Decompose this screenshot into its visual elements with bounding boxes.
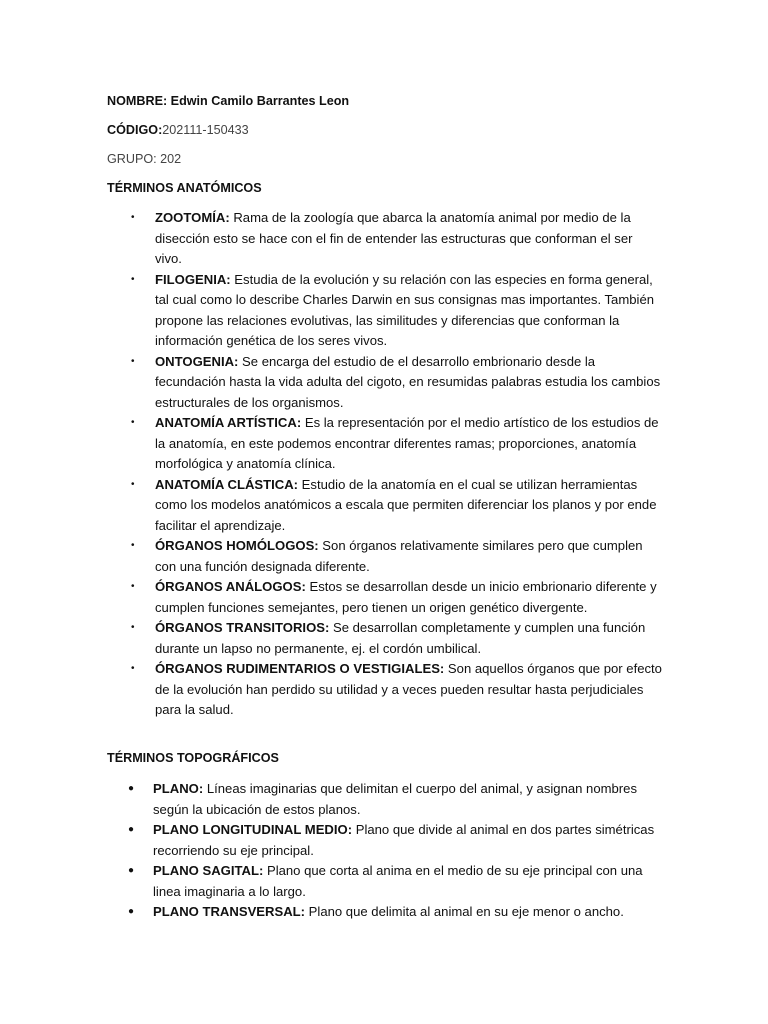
list-item [0, 536, 663, 577]
group-text: GRUPO: 202 [107, 152, 182, 166]
bullet-icon: • [131, 622, 135, 633]
bullet-icon: • [131, 478, 135, 490]
term-definition: Líneas imaginarias que delimitan el cuerpo del animal, y asignan nombres según la ubicación de estos planos. [153, 781, 637, 817]
bullet-icon: ● [128, 906, 135, 917]
term-label: ZOOTOMÍA: [155, 210, 230, 225]
bullet-icon: • [131, 273, 135, 285]
list-item [0, 208, 663, 270]
term-definition: Plano que corta al anima en el medio de su eje principal con una linea imaginaria a lo largo. [153, 863, 643, 899]
term-label: ÓRGANOS ANÁLOGOS: [155, 579, 306, 594]
term-label: ÓRGANOS TRANSITORIOS: [155, 620, 330, 635]
student-name [107, 91, 349, 111]
bullet-icon: • [131, 540, 135, 551]
term-label: PLANO SAGITAL: [153, 863, 264, 878]
term-label: ANATOMÍA ARTÍSTICA: [155, 415, 302, 430]
bullet-icon: • [131, 212, 135, 223]
list-item [0, 577, 663, 618]
term-label: ÓRGANOS RUDIMENTARIOS O VESTIGIALES: [155, 661, 445, 676]
term-definition: Plano que divide al animal en dos partes simétricas recorriendo su eje principal. [153, 822, 655, 858]
term-definition: Estudio de la anatomía en el cual se utilizan herramientas como los modelos anatómicos a escala que permiten diferenciar los planos y por ende facilitar el aprendizaje. [155, 476, 657, 533]
term-label: FILOGENIA: [155, 271, 231, 287]
section-title-anatomicos: TÉRMINOS ANATÓMICOS [107, 181, 262, 195]
topographic-terms-list [0, 779, 663, 923]
term-definition: Estos se desarrollan desde un inicio embrionario diferente y cumplen funciones semejantes, pero tienen un origen genético divergente. [155, 579, 657, 615]
term-definition: Plano que delimita al animal en su eje menor o ancho. [305, 904, 624, 919]
term-definition: Se desarrollan completamente y cumplen una función durante un lapso no permanente, ej. el cordón umbilical. [155, 620, 646, 656]
term-label: ÓRGANOS HOMÓLOGOS: [155, 538, 319, 553]
bullet-icon: • [131, 581, 135, 592]
term-label: ONTOGENIA: [155, 353, 239, 369]
list-item [0, 861, 663, 902]
term-definition: Es la representación por el medio artístico de los estudios de la anatomía, en este podemos encontrar diferentes ramas; proporciones, anatomía morfológica y anatomía clínica. [155, 415, 659, 471]
list-item [0, 779, 663, 820]
list-item [0, 820, 663, 861]
list-item [0, 659, 663, 721]
term-definition: Se encarga del estudio de el desarrollo embrionario desde la fecundación hasta la vida adulta del cigoto, en resumidas palabras estudia los cambios estructurales de los organismos. [155, 353, 661, 410]
list-item [0, 413, 663, 475]
student-group [107, 149, 181, 169]
list-item [0, 618, 663, 659]
bullet-icon: • [131, 663, 135, 674]
bullet-icon: ● [128, 824, 135, 835]
anatomical-terms-list [0, 208, 663, 721]
code-label: CÓDIGO: [107, 123, 163, 137]
bullet-icon: • [131, 355, 135, 367]
name-text: NOMBRE: Edwin Camilo Barrantes Leon [107, 94, 350, 108]
term-definition: Estudia de la evolución y su relación con las especies en forma general, tal cual como lo describe Charles Darwin en sus consignas mas importantes. También propone las relaciones evolutivas, las similitudes y diferencias que conforman la información genética de los seres vivos. [155, 271, 655, 348]
list-item [0, 902, 663, 923]
list-item [0, 352, 663, 414]
bullet-icon: • [131, 417, 135, 428]
list-item [0, 270, 663, 352]
list-item [0, 475, 663, 537]
term-label: PLANO TRANSVERSAL: [153, 904, 306, 919]
term-label: PLANO: [153, 781, 204, 796]
term-definition: Son órganos relativamente similares pero que cumplen con una función designada diferente. [155, 538, 643, 574]
bullet-icon: ● [128, 783, 135, 794]
section-title-topograficos: TÉRMINOS TOPOGRÁFICOS [107, 751, 279, 765]
term-label: ANATOMÍA CLÁSTICA: [155, 476, 299, 492]
term-definition: Rama de la zoología que abarca la anatomía animal por medio de la disección esto se hace con el fin de entender las estructuras que conforman el ser vivo. [155, 210, 633, 266]
code-value: 202111-150433 [162, 123, 249, 137]
bullet-icon: ● [128, 865, 135, 876]
term-label: PLANO LONGITUDINAL MEDIO: [153, 822, 353, 837]
student-code [107, 120, 249, 140]
term-definition: Son aquellos órganos que por efecto de la evolución han perdido su utilidad y a veces pueden resultar hasta perjudiciales para la salud. [155, 661, 662, 717]
